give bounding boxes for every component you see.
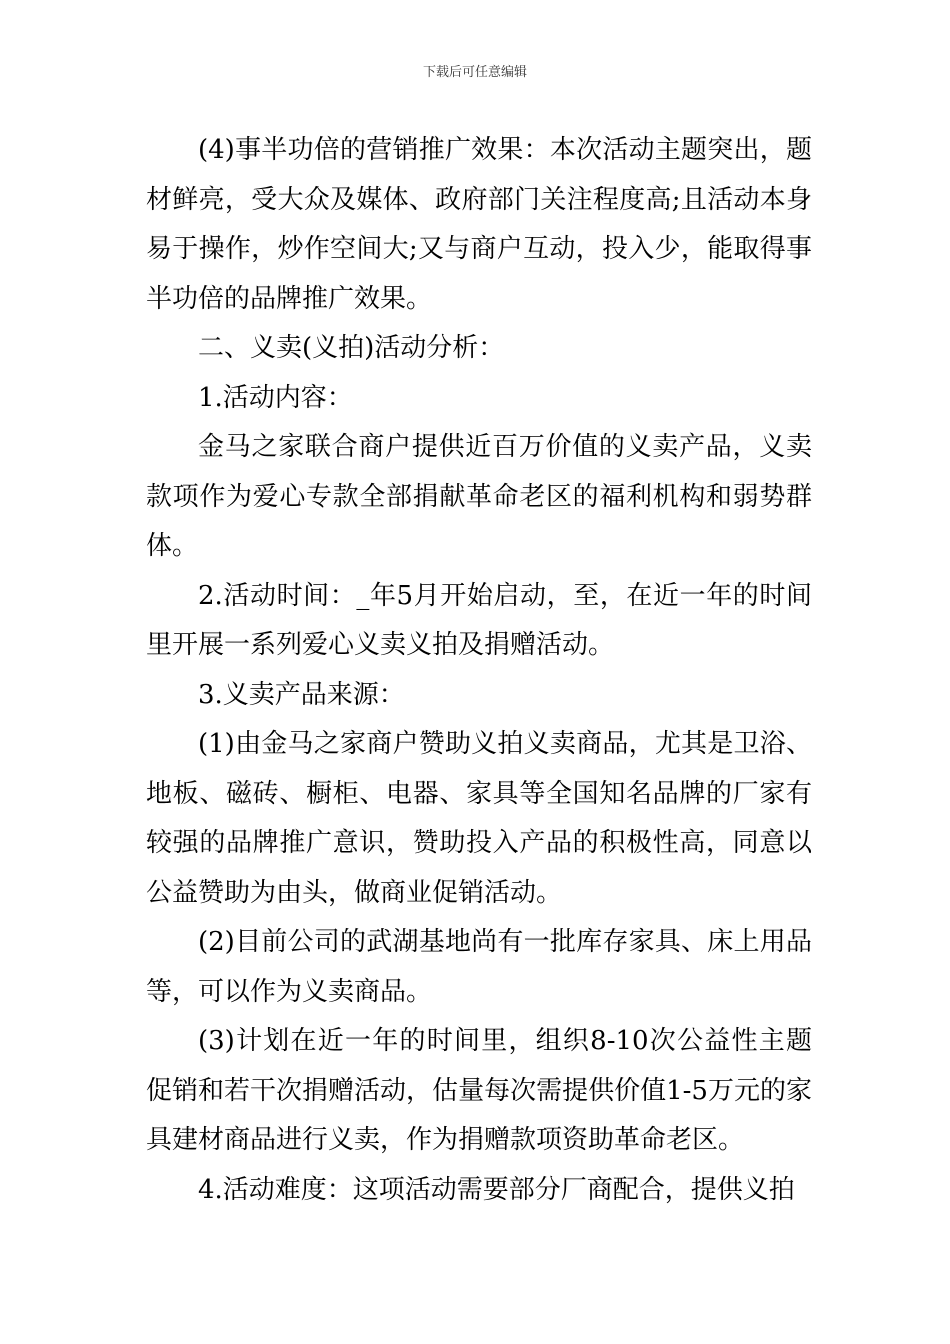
paragraph: (3)计划在近一年的时间里，组织8-10次公益性主题促销和若干次捐赠活动，估量每次需提供价值1-5万元的家具建材商品进行义卖，作为捐赠款项资助革命老区。 xyxy=(146,1026,812,1155)
paragraph: 4.活动难度：这项活动需要部分厂商配合，提供义拍 xyxy=(198,1174,795,1205)
subheading: 1.活动内容： xyxy=(198,382,353,413)
paragraph: 金马之家联合商户提供近百万价值的义卖产品，义卖款项作为爱心专款全部捐献革命老区的福利机构和弱势群体。 xyxy=(146,432,812,561)
paragraph: 2.活动时间：_年5月开始启动，至，在近一年的时间里开展一系列爱心义卖义拍及捐赠活动。 xyxy=(146,580,812,660)
paragraph: (1)由金马之家商户赞助义拍义卖商品，尤其是卫浴、地板、磁砖、橱柜、电器、家具等全国知名品牌的厂家有较强的品牌推广意识，赞助投入产品的积极性高，同意以公益赞助为由头，做商业促销活动。 xyxy=(146,729,812,908)
page-header-note: 下载后可任意编辑 xyxy=(422,65,527,80)
subheading: 3.义卖产品来源： xyxy=(198,679,405,710)
section-heading: 二、义卖(义拍)活动分析： xyxy=(198,333,505,363)
document-body xyxy=(146,126,812,1215)
paragraph: (2)目前公司的武湖基地尚有一批库存家具、床上用品等，可以作为义卖商品。 xyxy=(146,927,812,1007)
paragraph: (4)事半功倍的营销推广效果：本次活动主题突出，题材鲜亮，受大众及媒体、政府部门关注程度高;且活动本身易于操作，炒作空间大;又与商户互动，投入少，能取得事半功倍的品牌推广效果。 xyxy=(146,135,812,314)
